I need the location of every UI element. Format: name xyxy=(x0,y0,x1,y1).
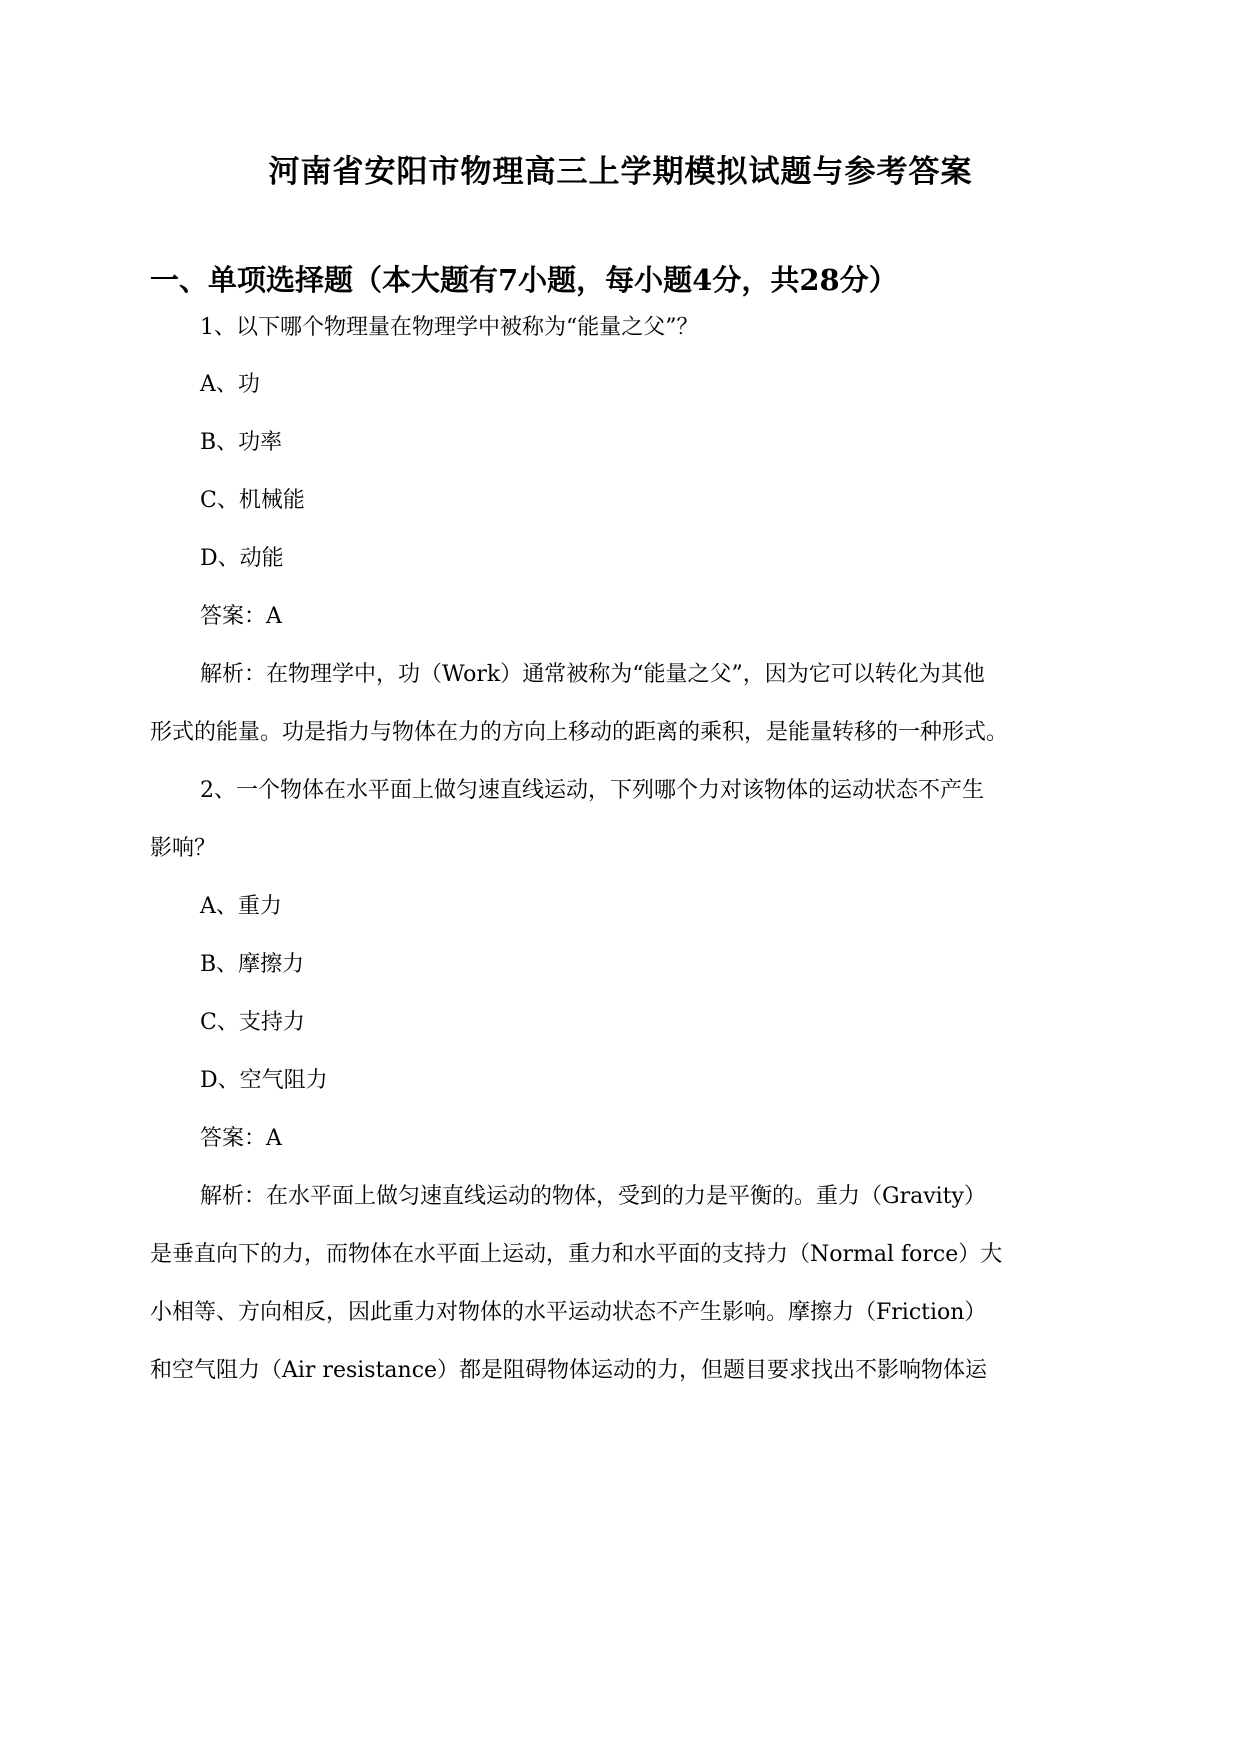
document-title: 河南省安阳市物理高三上学期模拟试题与参考答案 xyxy=(268,154,973,190)
question-1-option-b: B、功率 xyxy=(200,430,283,455)
question-2-option-b: B、摩擦力 xyxy=(200,952,305,977)
question-1-analysis-line: 形式的能量。功是指力与物体在力的方向上移动的距离的乘积，是能量转移的一种形式。 xyxy=(150,720,1009,745)
question-2-analysis-line: 解析：在水平面上做匀速直线运动的物体，受到的力是平衡的。重力（Gravity） xyxy=(200,1184,986,1209)
question-2-analysis-line: 小相等、方向相反，因此重力对物体的水平运动状态不产生影响。摩擦力（Friction） xyxy=(150,1300,987,1325)
question-1-stem: 1、以下哪个物理量在物理学中被称为“能量之父”？ xyxy=(200,315,699,340)
question-2-option-c: C、支持力 xyxy=(200,1010,305,1035)
question-2-option-a: A、重力 xyxy=(200,894,282,919)
question-1-option-a: A、功 xyxy=(200,372,260,397)
question-1-option-c: C、机械能 xyxy=(200,488,305,513)
question-2-stem: 2、一个物体在水平面上做匀速直线运动，下列哪个力对该物体的运动状态不产生 xyxy=(200,778,984,803)
question-2-analysis-line: 是垂直向下的力，而物体在水平面上运动，重力和水平面的支持力（Normal force）大 xyxy=(150,1242,1003,1267)
question-2-stem-continued: 影响？ xyxy=(150,836,217,861)
question-1-analysis-line: 解析：在物理学中，功（Work）通常被称为“能量之父”，因为它可以转化为其他 xyxy=(200,662,985,687)
question-2-option-d: D、空气阻力 xyxy=(200,1068,328,1093)
question-2-answer: 答案：A xyxy=(200,1126,282,1151)
question-2-analysis-line: 和空气阻力（Air resistance）都是阻碍物体运动的力，但题目要求找出不影响物体运 xyxy=(150,1358,988,1383)
question-1-answer: 答案：A xyxy=(200,604,282,629)
question-1-option-d: D、动能 xyxy=(200,546,284,571)
section-heading: 一、单项选择题（本大题有7小题，每小题4分，共28分） xyxy=(150,263,898,297)
